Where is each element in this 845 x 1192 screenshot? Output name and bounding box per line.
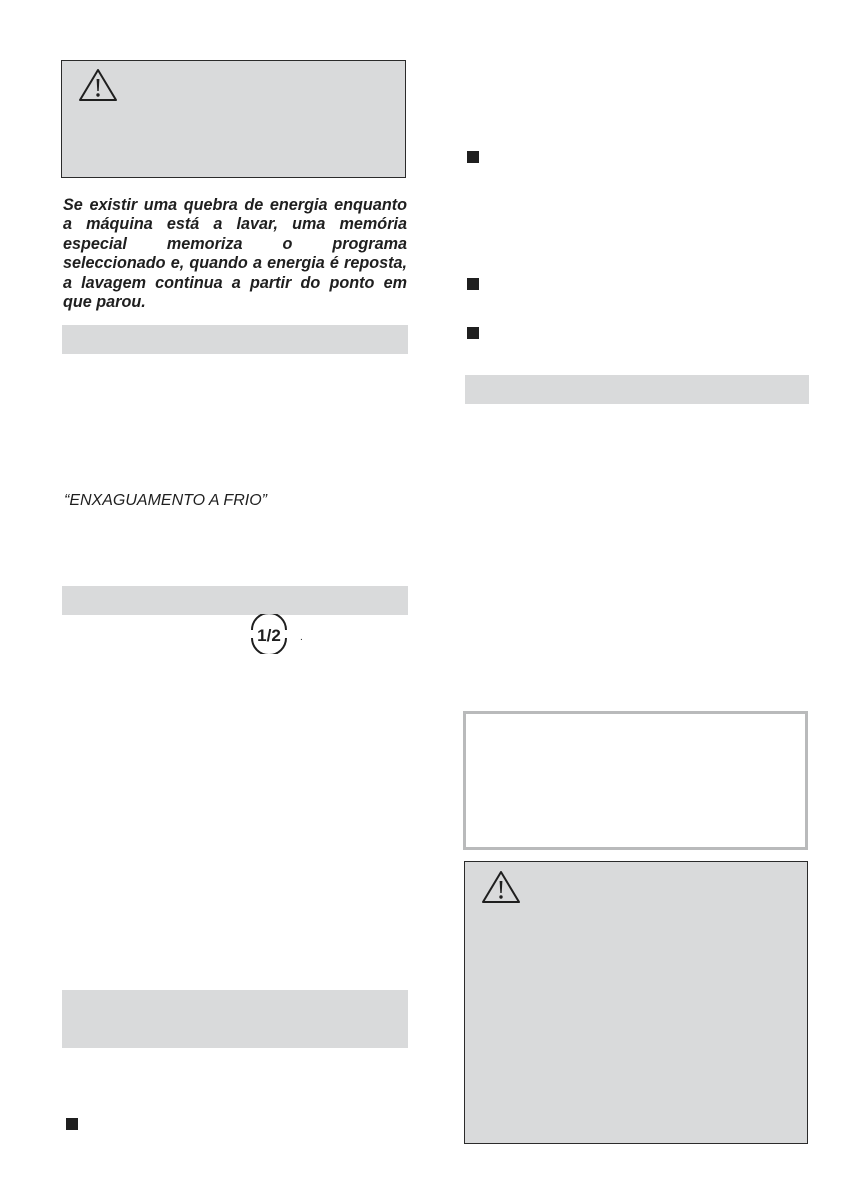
half-load-icon — [246, 614, 292, 654]
warning-triangle-icon — [480, 869, 522, 905]
section-header-bar-4 — [465, 375, 809, 404]
square-bullet — [66, 1118, 78, 1130]
cold-rinse-label: “ENXAGUAMENTO A FRIO” — [64, 492, 267, 509]
warning-box-bottom-right — [464, 861, 808, 1144]
square-bullet — [467, 327, 479, 339]
note-box — [463, 711, 808, 850]
square-bullet — [467, 151, 479, 163]
half-load-symbol: 1/2 — [257, 626, 281, 645]
square-bullet — [467, 278, 479, 290]
half-load-mark: . — [300, 632, 303, 643]
section-header-bar-1 — [62, 325, 408, 354]
section-header-bar-3 — [62, 990, 408, 1048]
warning-box-top-left — [61, 60, 406, 178]
section-header-bar-2 — [62, 586, 408, 615]
power-failure-paragraph: Se existir uma quebra de energia enquanto a máquina está a lavar, uma memória especial memoriza o programa seleccionado e, quando a energia é reposta, a lavagem continua a partir do ponto em que parou. — [63, 196, 407, 312]
warning-triangle-icon — [77, 67, 119, 103]
